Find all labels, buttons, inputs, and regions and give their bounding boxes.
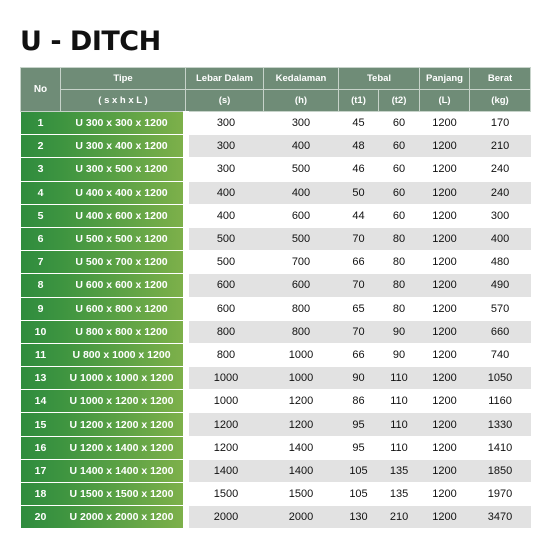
cell-no: 8 bbox=[21, 274, 61, 297]
cell-panjang: 1200 bbox=[420, 343, 470, 366]
table-row bbox=[21, 227, 531, 250]
table-row bbox=[21, 367, 531, 390]
cell-tipe: U 300 x 400 x 1200 bbox=[61, 135, 186, 158]
header-lebar-dalam: Lebar Dalam bbox=[186, 68, 264, 90]
cell-lebar-dalam: 1000 bbox=[186, 367, 264, 390]
cell-t2: 60 bbox=[379, 158, 420, 181]
cell-panjang: 1200 bbox=[420, 413, 470, 436]
cell-berat: 1050 bbox=[470, 367, 531, 390]
table-row bbox=[21, 483, 531, 506]
cell-kedalaman: 500 bbox=[264, 227, 339, 250]
cell-no: 9 bbox=[21, 297, 61, 320]
cell-panjang: 1200 bbox=[420, 390, 470, 413]
cell-kedalaman: 400 bbox=[264, 181, 339, 204]
cell-t1: 130 bbox=[339, 506, 379, 529]
cell-tipe: U 1000 x 1200 x 1200 bbox=[61, 390, 186, 413]
cell-no: 11 bbox=[21, 343, 61, 366]
cell-t2: 60 bbox=[379, 181, 420, 204]
cell-berat: 570 bbox=[470, 297, 531, 320]
header-kedalaman: Kedalaman bbox=[264, 68, 339, 90]
cell-panjang: 1200 bbox=[420, 297, 470, 320]
cell-t2: 80 bbox=[379, 297, 420, 320]
cell-t1: 95 bbox=[339, 436, 379, 459]
cell-t1: 48 bbox=[339, 135, 379, 158]
table-row bbox=[21, 459, 531, 482]
cell-no: 15 bbox=[21, 413, 61, 436]
cell-lebar-dalam: 300 bbox=[186, 158, 264, 181]
header-tipe-unit: ( s x h x L ) bbox=[61, 90, 186, 112]
cell-lebar-dalam: 600 bbox=[186, 274, 264, 297]
cell-panjang: 1200 bbox=[420, 506, 470, 529]
header-tebal: Tebal bbox=[339, 68, 420, 90]
cell-t1: 70 bbox=[339, 274, 379, 297]
header-panjang: Panjang bbox=[420, 68, 470, 90]
page-title: U - DITCH bbox=[20, 26, 161, 57]
cell-berat: 400 bbox=[470, 227, 531, 250]
cell-berat: 740 bbox=[470, 343, 531, 366]
cell-kedalaman: 1200 bbox=[264, 413, 339, 436]
cell-no: 16 bbox=[21, 436, 61, 459]
cell-kedalaman: 300 bbox=[264, 112, 339, 135]
cell-lebar-dalam: 300 bbox=[186, 112, 264, 135]
cell-lebar-dalam: 800 bbox=[186, 343, 264, 366]
cell-panjang: 1200 bbox=[420, 436, 470, 459]
table-row bbox=[21, 158, 531, 181]
table-row bbox=[21, 181, 531, 204]
cell-no: 7 bbox=[21, 251, 61, 274]
cell-panjang: 1200 bbox=[420, 459, 470, 482]
cell-panjang: 1200 bbox=[420, 251, 470, 274]
header-no: No bbox=[21, 68, 61, 112]
cell-tipe: U 2000 x 2000 x 1200 bbox=[61, 506, 186, 529]
cell-t2: 110 bbox=[379, 367, 420, 390]
cell-lebar-dalam: 1200 bbox=[186, 413, 264, 436]
spec-table bbox=[20, 67, 531, 529]
cell-berat: 1330 bbox=[470, 413, 531, 436]
cell-t1: 45 bbox=[339, 112, 379, 135]
cell-no: 3 bbox=[21, 158, 61, 181]
table-body bbox=[21, 112, 531, 529]
cell-t1: 66 bbox=[339, 343, 379, 366]
cell-t1: 70 bbox=[339, 320, 379, 343]
cell-kedalaman: 700 bbox=[264, 251, 339, 274]
cell-t1: 46 bbox=[339, 158, 379, 181]
cell-panjang: 1200 bbox=[420, 135, 470, 158]
header-lebar-unit: (s) bbox=[186, 90, 264, 112]
cell-tipe: U 400 x 600 x 1200 bbox=[61, 204, 186, 227]
table-header bbox=[21, 68, 531, 112]
cell-t2: 110 bbox=[379, 413, 420, 436]
cell-lebar-dalam: 1000 bbox=[186, 390, 264, 413]
cell-tipe: U 600 x 600 x 1200 bbox=[61, 274, 186, 297]
cell-no: 2 bbox=[21, 135, 61, 158]
cell-berat: 1160 bbox=[470, 390, 531, 413]
cell-no: 4 bbox=[21, 181, 61, 204]
cell-lebar-dalam: 1200 bbox=[186, 436, 264, 459]
table-row bbox=[21, 320, 531, 343]
table-row bbox=[21, 297, 531, 320]
cell-berat: 170 bbox=[470, 112, 531, 135]
header-kedalaman-unit: (h) bbox=[264, 90, 339, 112]
cell-kedalaman: 400 bbox=[264, 135, 339, 158]
cell-kedalaman: 800 bbox=[264, 297, 339, 320]
cell-panjang: 1200 bbox=[420, 112, 470, 135]
cell-berat: 240 bbox=[470, 181, 531, 204]
table-row bbox=[21, 436, 531, 459]
header-berat-unit: (kg) bbox=[470, 90, 531, 112]
cell-lebar-dalam: 1400 bbox=[186, 459, 264, 482]
table-row bbox=[21, 390, 531, 413]
cell-t2: 80 bbox=[379, 251, 420, 274]
cell-panjang: 1200 bbox=[420, 320, 470, 343]
cell-tipe: U 300 x 500 x 1200 bbox=[61, 158, 186, 181]
cell-panjang: 1200 bbox=[420, 158, 470, 181]
cell-berat: 1970 bbox=[470, 483, 531, 506]
cell-t1: 95 bbox=[339, 413, 379, 436]
cell-kedalaman: 600 bbox=[264, 274, 339, 297]
cell-berat: 210 bbox=[470, 135, 531, 158]
cell-lebar-dalam: 300 bbox=[186, 135, 264, 158]
cell-lebar-dalam: 600 bbox=[186, 297, 264, 320]
cell-kedalaman: 600 bbox=[264, 204, 339, 227]
header-berat: Berat bbox=[470, 68, 531, 90]
cell-no: 6 bbox=[21, 227, 61, 250]
cell-lebar-dalam: 500 bbox=[186, 227, 264, 250]
cell-t1: 50 bbox=[339, 181, 379, 204]
cell-tipe: U 500 x 700 x 1200 bbox=[61, 251, 186, 274]
table-row bbox=[21, 112, 531, 135]
cell-t1: 44 bbox=[339, 204, 379, 227]
cell-no: 18 bbox=[21, 483, 61, 506]
header-t1-unit: (t1) bbox=[339, 90, 379, 112]
cell-panjang: 1200 bbox=[420, 204, 470, 227]
cell-t2: 80 bbox=[379, 227, 420, 250]
cell-panjang: 1200 bbox=[420, 227, 470, 250]
cell-t2: 60 bbox=[379, 135, 420, 158]
table-row bbox=[21, 506, 531, 529]
cell-no: 13 bbox=[21, 367, 61, 390]
cell-t1: 105 bbox=[339, 483, 379, 506]
cell-tipe: U 1200 x 1400 x 1200 bbox=[61, 436, 186, 459]
cell-panjang: 1200 bbox=[420, 274, 470, 297]
cell-lebar-dalam: 400 bbox=[186, 181, 264, 204]
cell-kedalaman: 2000 bbox=[264, 506, 339, 529]
cell-tipe: U 800 x 800 x 1200 bbox=[61, 320, 186, 343]
cell-tipe: U 1500 x 1500 x 1200 bbox=[61, 483, 186, 506]
cell-no: 20 bbox=[21, 506, 61, 529]
cell-t1: 86 bbox=[339, 390, 379, 413]
cell-berat: 1410 bbox=[470, 436, 531, 459]
cell-t2: 135 bbox=[379, 459, 420, 482]
cell-tipe: U 1400 x 1400 x 1200 bbox=[61, 459, 186, 482]
cell-t2: 110 bbox=[379, 390, 420, 413]
cell-t2: 90 bbox=[379, 343, 420, 366]
table-row bbox=[21, 135, 531, 158]
cell-no: 14 bbox=[21, 390, 61, 413]
cell-berat: 300 bbox=[470, 204, 531, 227]
table-row bbox=[21, 204, 531, 227]
cell-t2: 210 bbox=[379, 506, 420, 529]
cell-berat: 660 bbox=[470, 320, 531, 343]
header-t2-unit: (t2) bbox=[379, 90, 420, 112]
cell-berat: 1850 bbox=[470, 459, 531, 482]
cell-kedalaman: 500 bbox=[264, 158, 339, 181]
table-row bbox=[21, 274, 531, 297]
cell-lebar-dalam: 2000 bbox=[186, 506, 264, 529]
cell-t2: 60 bbox=[379, 112, 420, 135]
cell-tipe: U 300 x 300 x 1200 bbox=[61, 112, 186, 135]
cell-t2: 110 bbox=[379, 436, 420, 459]
cell-lebar-dalam: 800 bbox=[186, 320, 264, 343]
table-row bbox=[21, 251, 531, 274]
cell-lebar-dalam: 1500 bbox=[186, 483, 264, 506]
cell-t1: 70 bbox=[339, 227, 379, 250]
cell-t2: 90 bbox=[379, 320, 420, 343]
cell-berat: 3470 bbox=[470, 506, 531, 529]
cell-panjang: 1200 bbox=[420, 483, 470, 506]
cell-kedalaman: 1000 bbox=[264, 367, 339, 390]
cell-tipe: U 600 x 800 x 1200 bbox=[61, 297, 186, 320]
cell-t1: 65 bbox=[339, 297, 379, 320]
table-row bbox=[21, 343, 531, 366]
cell-no: 1 bbox=[21, 112, 61, 135]
header-tipe: Tipe bbox=[61, 68, 186, 90]
table-row bbox=[21, 413, 531, 436]
cell-kedalaman: 800 bbox=[264, 320, 339, 343]
header-panjang-unit: (L) bbox=[420, 90, 470, 112]
cell-tipe: U 1200 x 1200 x 1200 bbox=[61, 413, 186, 436]
cell-no: 17 bbox=[21, 459, 61, 482]
cell-kedalaman: 1400 bbox=[264, 436, 339, 459]
cell-tipe: U 800 x 1000 x 1200 bbox=[61, 343, 186, 366]
cell-t1: 105 bbox=[339, 459, 379, 482]
cell-kedalaman: 1200 bbox=[264, 390, 339, 413]
cell-berat: 240 bbox=[470, 158, 531, 181]
cell-lebar-dalam: 500 bbox=[186, 251, 264, 274]
cell-lebar-dalam: 400 bbox=[186, 204, 264, 227]
cell-tipe: U 1000 x 1000 x 1200 bbox=[61, 367, 186, 390]
cell-tipe: U 400 x 400 x 1200 bbox=[61, 181, 186, 204]
cell-t1: 66 bbox=[339, 251, 379, 274]
cell-t2: 135 bbox=[379, 483, 420, 506]
cell-t2: 60 bbox=[379, 204, 420, 227]
cell-t1: 90 bbox=[339, 367, 379, 390]
cell-tipe: U 500 x 500 x 1200 bbox=[61, 227, 186, 250]
cell-kedalaman: 1500 bbox=[264, 483, 339, 506]
cell-no: 10 bbox=[21, 320, 61, 343]
cell-berat: 490 bbox=[470, 274, 531, 297]
cell-no: 5 bbox=[21, 204, 61, 227]
cell-kedalaman: 1000 bbox=[264, 343, 339, 366]
cell-berat: 480 bbox=[470, 251, 531, 274]
cell-panjang: 1200 bbox=[420, 367, 470, 390]
cell-kedalaman: 1400 bbox=[264, 459, 339, 482]
cell-t2: 80 bbox=[379, 274, 420, 297]
cell-panjang: 1200 bbox=[420, 181, 470, 204]
